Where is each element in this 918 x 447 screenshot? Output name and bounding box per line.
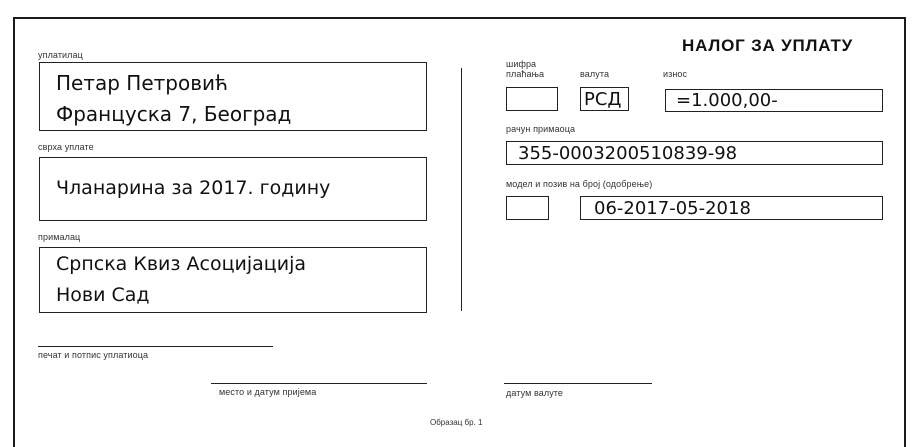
recipient-account-label: рачун примаоца: [506, 124, 576, 134]
payment-order-form: [13, 17, 906, 447]
payer-address: Француска 7, Београд: [56, 102, 292, 126]
purpose-value: Чланарина за 2017. годину: [56, 177, 331, 199]
value-date-label: датум валуте: [506, 388, 564, 398]
received-place-date-line: [211, 383, 427, 384]
form-number-footer: Образац бр. 1: [430, 418, 483, 427]
recipient-label: прималац: [38, 232, 81, 242]
amount-value: =1.000,00-: [676, 90, 778, 111]
payer-field[interactable]: [39, 62, 427, 131]
reference-number-value: 06-2017-05-2018: [594, 198, 751, 219]
payment-code-label-2: плаћања: [506, 69, 545, 79]
payment-code-field[interactable]: [506, 87, 558, 111]
purpose-field[interactable]: [39, 157, 427, 221]
reference-model-field[interactable]: [506, 196, 549, 220]
payer-label: уплатилац: [38, 50, 83, 60]
payer-signature-label: печат и потпис уплатиоца: [38, 350, 149, 360]
column-divider: [461, 68, 462, 311]
payer-name: Петар Петровић: [56, 71, 229, 95]
payer-signature-line: [38, 346, 273, 347]
currency-value: РСД: [584, 89, 622, 110]
recipient-city: Нови Сад: [56, 284, 150, 306]
currency-field[interactable]: [580, 87, 629, 111]
recipient-account-field[interactable]: [506, 141, 883, 165]
amount-label: износ: [663, 69, 688, 79]
reference-number-field[interactable]: [580, 196, 883, 220]
recipient-field[interactable]: [39, 247, 427, 313]
recipient-name: Српска Квиз Асоцијација: [56, 253, 307, 275]
payment-code-label-1: шифра: [506, 59, 537, 69]
purpose-label: сврха уплате: [38, 142, 94, 152]
form-title: НАЛОГ ЗА УПЛАТУ: [682, 36, 854, 55]
currency-label: валута: [580, 69, 610, 79]
recipient-account-value: 355-0003200510839-98: [518, 143, 738, 164]
amount-field[interactable]: [665, 89, 883, 112]
reference-label: модел и позив на број (одобрење): [506, 179, 653, 189]
received-place-date-label: место и датум пријема: [219, 387, 317, 397]
value-date-line: [504, 383, 652, 384]
